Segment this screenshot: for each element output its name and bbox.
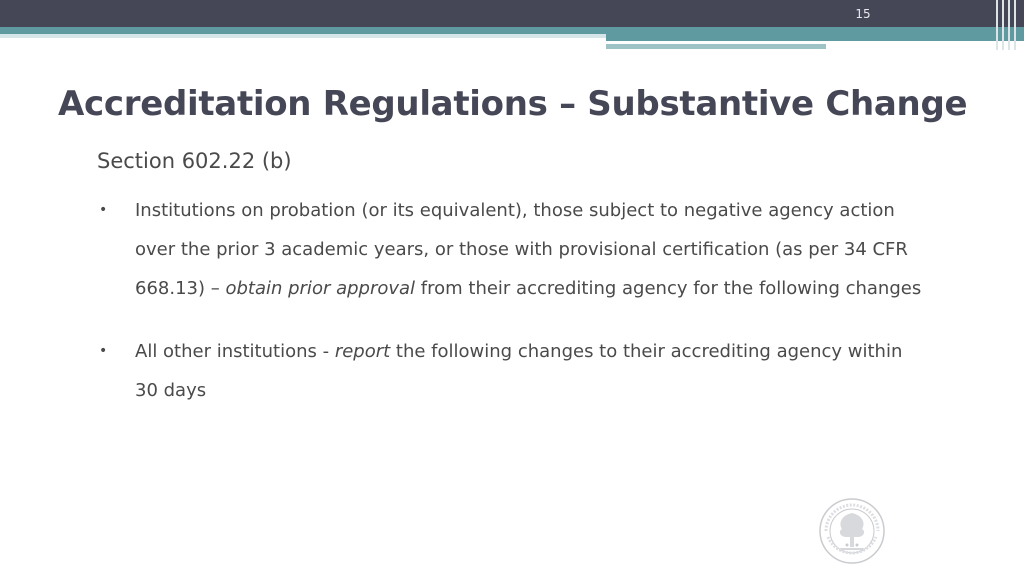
bullet-emphasis: report bbox=[334, 341, 391, 362]
bullet-marker: • bbox=[99, 343, 108, 359]
slide-subtitle: Section 602.22 (b) bbox=[97, 149, 292, 173]
header-stripe-accent bbox=[606, 44, 826, 49]
bullet-list bbox=[97, 191, 927, 410]
slide-title: Accreditation Regulations – Substantive Change bbox=[58, 84, 968, 124]
bullet-item bbox=[97, 191, 927, 308]
bullet-emphasis: obtain prior approval bbox=[225, 278, 416, 299]
header-stripe-light bbox=[0, 34, 606, 38]
bullet-text-end: from their accrediting agency for the following changes bbox=[415, 278, 922, 299]
bullet-text-end: the following changes to their accrediting agency within 30 days bbox=[135, 341, 903, 401]
bullet-item bbox=[97, 332, 927, 410]
bullet-text: All other institutions - bbox=[135, 341, 335, 362]
header-vertical-lines bbox=[990, 0, 1024, 50]
bullet-marker: • bbox=[99, 202, 108, 218]
bullet-text: Institutions on probation (or its equivalent), those subject to negative agency action over the prior 3 academic years, or those with provisional certification (as per 34 CFR 668.13) – bbox=[135, 200, 908, 299]
department-of-education-seal-icon bbox=[818, 497, 886, 565]
header-stripe-right bbox=[606, 34, 1024, 41]
header-stripe bbox=[0, 27, 1024, 34]
page-number: 15 bbox=[855, 7, 871, 21]
